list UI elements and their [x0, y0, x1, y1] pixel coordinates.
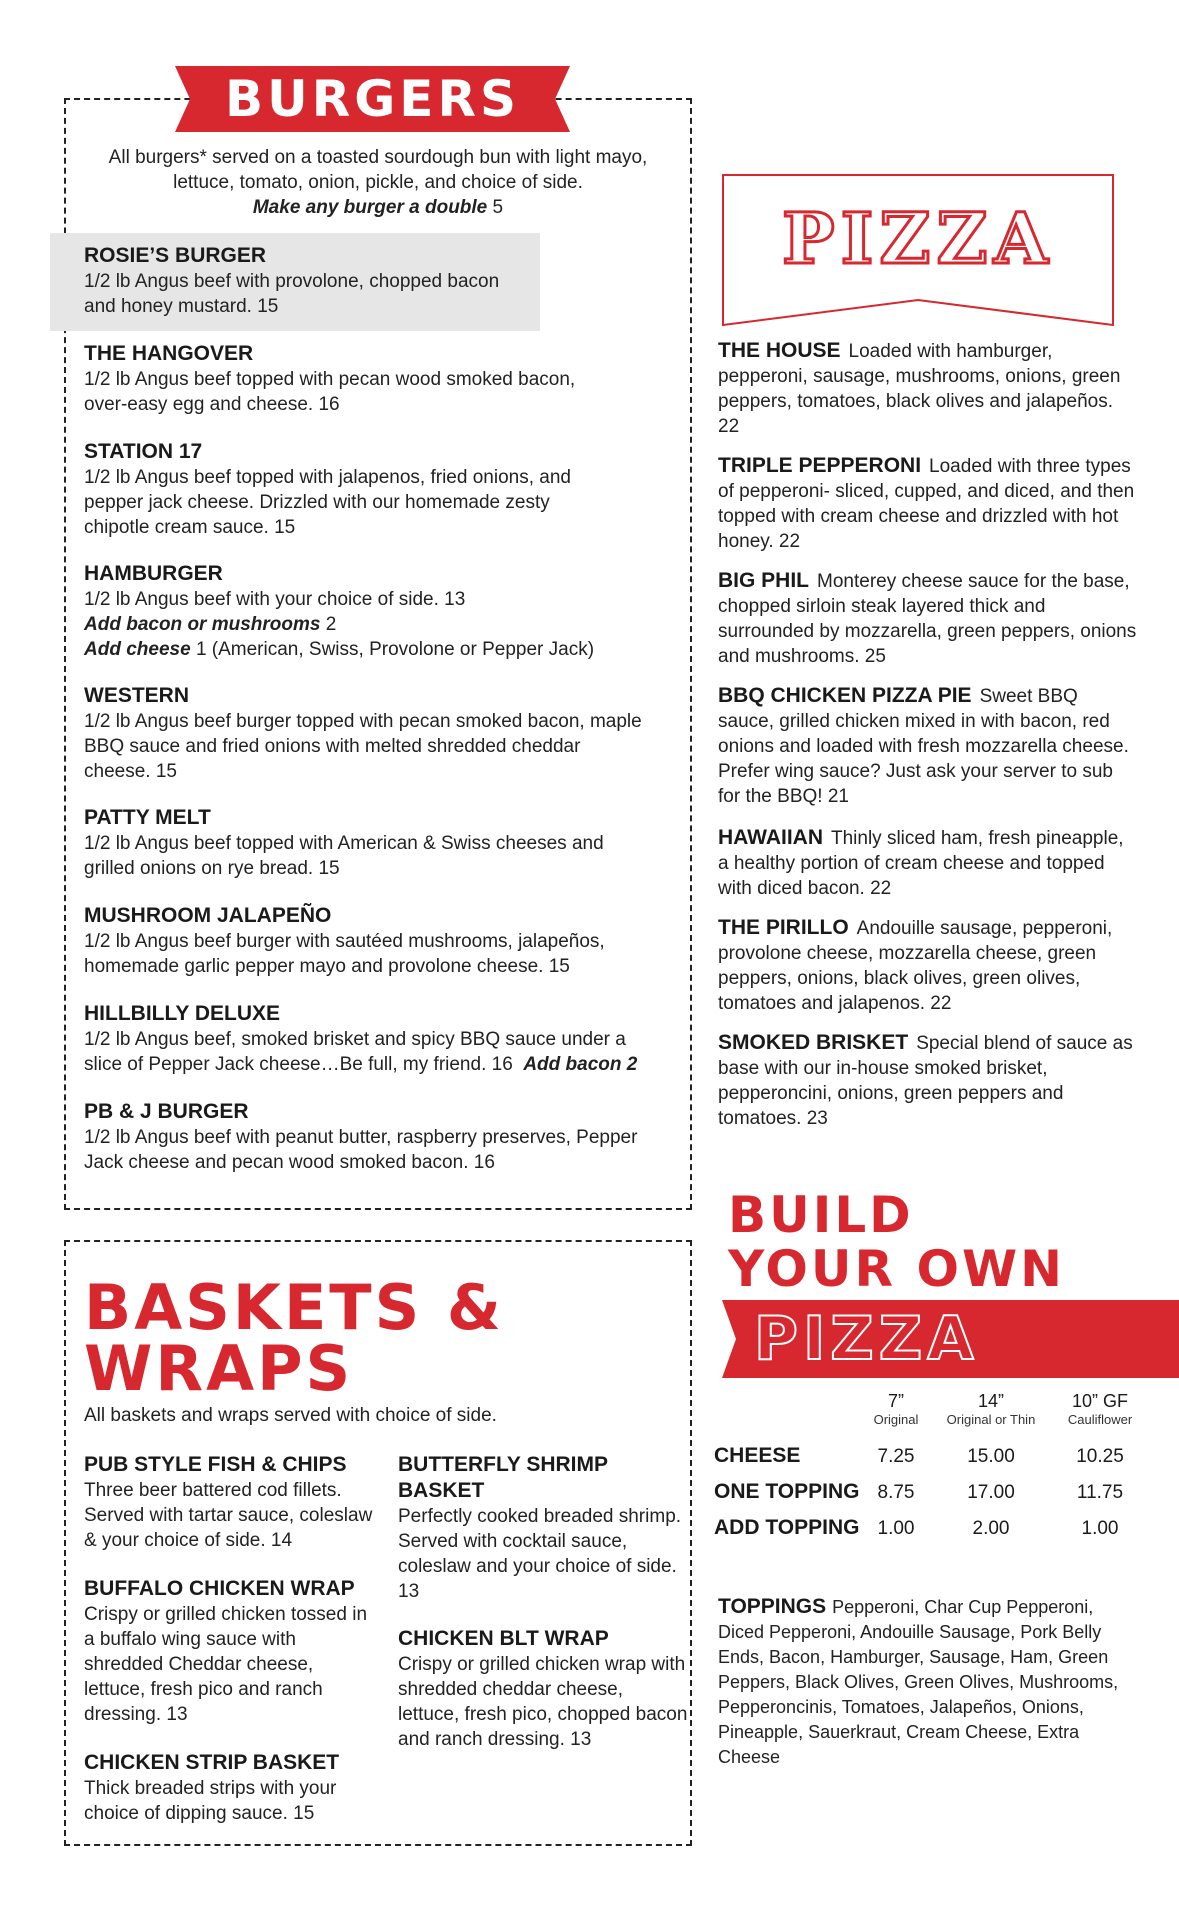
item-name: PUB STYLE FISH & CHIPS [84, 1453, 347, 1476]
item-desc: 1/2 lb Angus beef topped with American & Swiss cheeses and grilled onions on rye bread. 15 [84, 833, 604, 879]
addon-label: Add cheese [84, 639, 191, 660]
burger-item [84, 341, 614, 417]
addon-line [84, 637, 674, 662]
burger-item [84, 683, 644, 784]
baskets-intro: All baskets and wraps served with choice of side. [84, 1405, 497, 1426]
item-desc: Monterey cheese sauce for the base, chopped sirloin steak layered thick and surrounded by mozzarella, green peppers, onions and mushrooms. 25 [718, 571, 1137, 667]
price-cell: 11.75 [1076, 1482, 1124, 1503]
double-price: 5 [492, 197, 504, 218]
item-name: HILLBILLY DELUXE [84, 1002, 281, 1025]
item-desc: Crispy or grilled chicken wrap with shredded cheddar cheese, lettuce, fresh pico, chopped bacon and ranch dressing. 13 [398, 1654, 688, 1750]
burger-item [84, 805, 604, 881]
col-header [928, 1390, 1054, 1428]
baskets-title-line2: WRAPS [84, 1331, 354, 1405]
burger-item [84, 1001, 684, 1077]
pizza-item [718, 915, 1138, 1016]
price-cell: 15.00 [967, 1446, 1015, 1467]
double-label: Make any burger a double [252, 197, 488, 218]
basket-item [398, 1452, 688, 1604]
basket-item [398, 1626, 688, 1752]
price-cell: 7.25 [877, 1446, 915, 1467]
byo-pizza-ribbon [722, 1300, 1179, 1378]
item-name: CHICKEN BLT WRAP [398, 1627, 609, 1650]
pizza-title: PIZZA [782, 197, 1054, 280]
item-name: SMOKED BRISKET [718, 1031, 909, 1054]
item-name: THE HANGOVER [84, 342, 254, 365]
item-desc: 1/2 lb Angus beef with peanut butter, raspberry preserves, Pepper Jack cheese and pecan wood smoked bacon. 16 [84, 1127, 638, 1173]
basket-item [84, 1452, 384, 1553]
item-name: PATTY MELT [84, 806, 211, 829]
addon-price: 2 [325, 614, 337, 635]
item-desc: Thick breaded strips with your choice of dipping sauce. 15 [84, 1778, 337, 1824]
price-cell: 1.00 [877, 1518, 915, 1539]
item-desc: Special blend of sauce as base with our in-house smoked brisket, pepperoncini, onions, green peppers and tomatoes. 23 [718, 1033, 1133, 1129]
row-label: CHEESE [714, 1444, 801, 1467]
item-name: ROSIE’S BURGER [84, 244, 267, 267]
burger-item [84, 243, 534, 319]
col-sub: Cauliflower [1067, 1412, 1133, 1427]
item-name: CHICKEN STRIP BASKET [84, 1751, 340, 1774]
burgers-intro-line2: lettuce, tomato, onion, pickle, and choice of side. [173, 172, 583, 193]
item-desc: Three beer battered cod fillets. Served with tartar sauce, coleslaw & your choice of side. 14 [84, 1480, 373, 1551]
item-name: BIG PHIL [718, 569, 810, 592]
col-size: 7” [887, 1391, 904, 1411]
burgers-title: BURGERS [225, 70, 520, 128]
item-desc: Crispy or grilled chicken tossed in a buffalo wing sauce with shredded Cheddar cheese, lettuce, fresh pico and ranch dressing. 13 [84, 1604, 368, 1725]
price-cell: 10.25 [1076, 1446, 1124, 1467]
item-name: BUTTERFLY SHRIMP BASKET [398, 1453, 608, 1502]
toppings-text: Pepperoni, Char Cup Pepperoni, Diced Pepperoni, Andouille Sausage, Pork Belly Ends, Bacon, Hamburger, Sausage, Ham, Green Peppers, Black Olives, Green Olives, Mushrooms, Pepperoncinis, Tomatoes, Jalapeños, Onions, Pineapple, Sauerkraut, Cream Cheese, Extra Cheese [718, 1597, 1119, 1767]
price-cell: 2.00 [972, 1518, 1010, 1539]
item-desc: 1/2 lb Angus beef burger topped with pecan smoked bacon, maple BBQ sauce and fried onions with melted shredded cheddar cheese. 15 [84, 711, 642, 782]
col-size: 10” GF [1071, 1391, 1128, 1411]
byo-title-line1: BUILD [728, 1186, 914, 1244]
price-cell: 17.00 [967, 1482, 1015, 1503]
item-desc-line2: slice of Pepper Jack cheese…Be full, my friend. 16 [84, 1054, 513, 1075]
item-name: MUSHROOM JALAPEÑO [84, 904, 332, 927]
byo-title-line2: YOUR OWN [728, 1240, 1065, 1298]
col-sub: Original or Thin [946, 1412, 1036, 1427]
row-label: ADD TOPPING [714, 1516, 860, 1539]
burger-item [84, 439, 574, 540]
baskets-title [84, 1271, 504, 1405]
item-desc: Andouille sausage, pepperoni, provolone cheese, mozzarella cheese, green peppers, onions, black olives, green olives, tomatoes and jalapenos. 22 [718, 918, 1113, 1014]
pizza-item [718, 825, 1138, 901]
burgers-ribbon [175, 66, 570, 132]
pizza-item [718, 338, 1138, 439]
item-name: WESTERN [84, 684, 189, 707]
item-name: PB & J BURGER [84, 1100, 249, 1123]
item-name: HAMBURGER [84, 562, 223, 585]
double-note [70, 195, 686, 220]
col-header [860, 1390, 932, 1428]
item-name: THE PIRILLO [718, 916, 849, 939]
item-name: THE HOUSE [718, 339, 841, 362]
item-name: BBQ CHICKEN PIZZA PIE [718, 684, 972, 707]
col-sub: Original [873, 1412, 919, 1427]
item-desc [84, 1052, 684, 1077]
item-desc: Thinly sliced ham, fresh pineapple, a healthy portion of cream cheese and topped with diced bacon. 22 [718, 828, 1124, 899]
addon-label: Add bacon or mushrooms [84, 614, 321, 635]
burger-item [84, 561, 674, 662]
item-desc: 1/2 lb Angus beef topped with pecan wood smoked bacon, over-easy egg and cheese. 16 [84, 369, 576, 415]
col-size: 14” [977, 1391, 1004, 1411]
byo-title-line3: PIZZA [754, 1304, 979, 1374]
item-name: BUFFALO CHICKEN WRAP [84, 1577, 355, 1600]
pizza-item [718, 1030, 1138, 1131]
addon-label: Add bacon 2 [523, 1054, 638, 1075]
burger-item [84, 903, 644, 979]
row-label: ONE TOPPING [714, 1480, 860, 1503]
item-desc: 1/2 lb Angus beef, smoked brisket and spicy BBQ sauce under a [84, 1029, 626, 1050]
basket-item [84, 1750, 374, 1826]
price-cell: 1.00 [1081, 1518, 1119, 1539]
addon-line [84, 612, 674, 637]
pizza-item [718, 683, 1138, 809]
basket-item [84, 1576, 374, 1727]
pizza-banner [722, 174, 1114, 326]
toppings-list [718, 1594, 1138, 1770]
pizza-item [718, 568, 1138, 669]
item-desc: 1/2 lb Angus beef burger with sautéed mushrooms, jalapeños, homemade garlic pepper mayo and provolone cheese. 15 [84, 931, 605, 977]
item-desc: Loaded with hamburger, pepperoni, sausage, mushrooms, onions, green peppers, tomatoes, black olives and jalapeños. 22 [718, 341, 1121, 437]
burgers-intro [70, 145, 686, 220]
item-desc: Sweet BBQ sauce, grilled chicken mixed in with bacon, red onions and loaded with fresh mozzarella cheese. Prefer wing sauce? Just ask your server to sub for the BBQ! 21 [718, 686, 1129, 807]
item-desc: 1/2 lb Angus beef topped with jalapenos, fried onions, and pepper jack cheese. Drizzled with our homemade zesty chipotle cream sauce. 15 [84, 467, 571, 538]
item-name: STATION 17 [84, 440, 203, 463]
item-desc: 1/2 lb Angus beef with provolone, chopped bacon and honey mustard. 15 [84, 271, 500, 317]
burgers-intro-line1: All burgers* served on a toasted sourdough bun with light mayo, [108, 147, 648, 168]
price-cell: 8.75 [877, 1482, 915, 1503]
col-header [1052, 1390, 1148, 1428]
item-desc: 1/2 lb Angus beef with your choice of side. 13 [84, 589, 466, 610]
baskets-title-line1: BASKETS & [84, 1271, 504, 1344]
item-name: TRIPLE PEPPERONI [718, 454, 922, 477]
burger-item [84, 1099, 644, 1175]
toppings-label: TOPPINGS [718, 1595, 827, 1618]
addon-text: 1 (American, Swiss, Provolone or Pepper Jack) [195, 639, 595, 660]
byo-title [728, 1188, 1065, 1296]
item-desc: Perfectly cooked breaded shrimp. Served with cocktail sauce, coleslaw and your choice of side. 13 [398, 1506, 682, 1602]
item-desc: Loaded with three types of pepperoni- sliced, cupped, and diced, and then topped with cream cheese and drizzled with hot honey. 22 [718, 456, 1135, 552]
pizza-item [718, 453, 1138, 554]
item-name: HAWAIIAN [718, 826, 823, 849]
